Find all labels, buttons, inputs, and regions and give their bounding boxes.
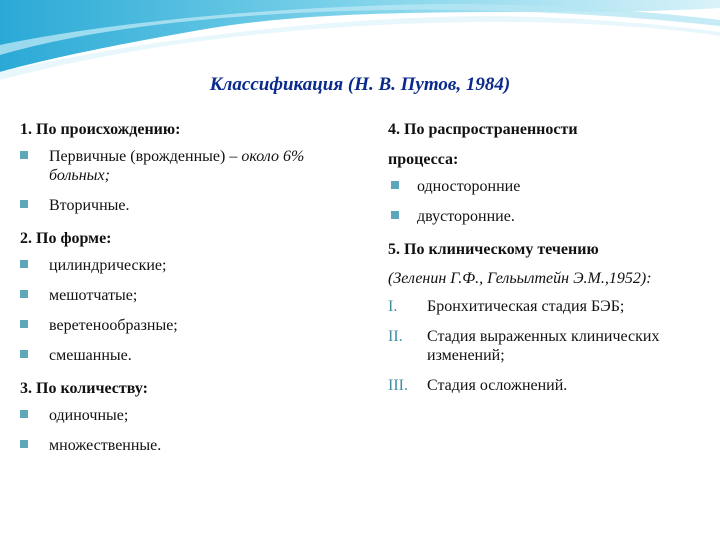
square-bullet-icon	[391, 181, 399, 189]
list-item	[388, 207, 708, 226]
list-item-text: смешанные.	[49, 347, 132, 364]
list-item-text: веретенообразные;	[49, 317, 178, 334]
section-heading: 1. По происхождению:	[20, 121, 181, 138]
stage-item	[388, 297, 708, 316]
right-column	[388, 117, 708, 406]
section-heading: 5. По клиническому течению	[388, 241, 599, 258]
square-bullet-icon	[20, 410, 28, 418]
stage-text: Бронхитическая стадия БЭБ;	[427, 298, 625, 315]
section-heading: 4. По распространенности	[388, 121, 578, 138]
list-item	[20, 346, 365, 365]
list-item-text: одиночные;	[49, 407, 129, 424]
section-quantity	[20, 376, 365, 455]
square-bullet-icon	[20, 260, 28, 268]
square-bullet-icon	[391, 211, 399, 219]
square-bullet-icon	[20, 350, 28, 358]
list-item-text: мешотчатые;	[49, 287, 138, 304]
list-item	[388, 177, 708, 196]
section-form	[20, 226, 365, 365]
list-item-text: Вторичные.	[49, 197, 130, 214]
square-bullet-icon	[20, 290, 28, 298]
section-origin	[20, 117, 365, 215]
list-item	[20, 256, 365, 275]
square-bullet-icon	[20, 440, 28, 448]
list-item-note: около 6% больных;	[49, 148, 305, 184]
list-item	[20, 286, 365, 305]
list-item	[20, 147, 365, 185]
list-item	[20, 406, 365, 425]
section-heading: 2. По форме:	[20, 230, 112, 247]
square-bullet-icon	[20, 200, 28, 208]
roman-numeral: I.	[388, 298, 398, 315]
stage-item	[388, 376, 708, 395]
list-item-text: Первичные (врожденные) –	[49, 148, 242, 165]
list-item-text: множественные.	[49, 437, 162, 454]
slide-title: Классификация (Н. В. Путов, 1984)	[209, 74, 511, 95]
roman-numeral: III.	[388, 377, 408, 394]
section-heading: 3. По количеству:	[20, 380, 148, 397]
roman-numeral: II.	[388, 328, 403, 345]
stage-text: Стадия выраженных клинических изменений;	[427, 328, 660, 364]
list-item-text: цилиндрические;	[49, 257, 167, 274]
square-bullet-icon	[20, 151, 28, 159]
stage-text: Стадия осложнений.	[427, 377, 568, 394]
stage-item	[388, 327, 708, 365]
left-column	[20, 117, 365, 466]
citation-note: (Зеленин Г.Ф., Гельылтейн Э.М.,1952):	[388, 270, 652, 287]
square-bullet-icon	[20, 320, 28, 328]
section-heading-continued: процесса:	[388, 151, 459, 168]
list-item-text: односторонние	[417, 178, 521, 195]
list-item	[20, 436, 365, 455]
list-item	[20, 316, 365, 335]
list-item-text: двусторонние.	[417, 208, 515, 225]
list-item	[20, 196, 365, 215]
